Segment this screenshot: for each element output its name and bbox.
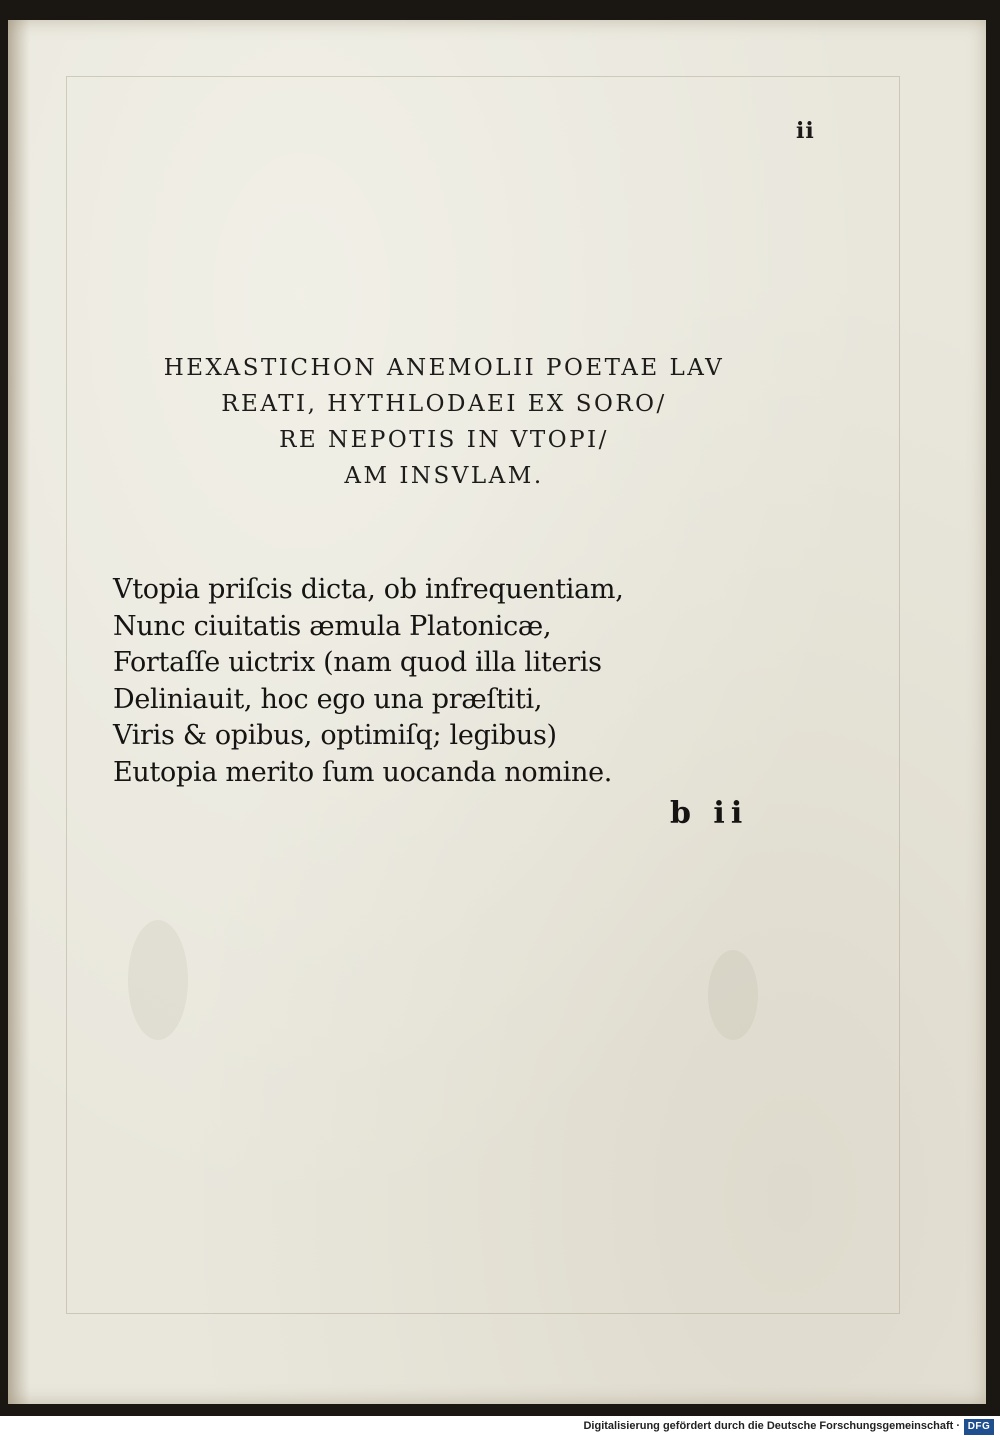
signature-mark: b ii [670, 796, 749, 831]
paper-stain [128, 920, 188, 1040]
poem-heading [104, 350, 784, 494]
heading-line: HEXASTICHON ANEMOLII POETAE LAV [163, 355, 725, 381]
folio-number: ii [796, 118, 815, 144]
heading-line: REATI, HYTHLODAEI EX SORO/ [221, 391, 667, 417]
heading-line: AM INSVLAM. [344, 463, 544, 489]
poem-line: Fortaſſe uictrix (nam quod illa literis [113, 647, 602, 678]
funding-credit: Digitalisierung gefördert durch die Deutsche Forschungsgemeinschaft · [583, 1420, 960, 1432]
dfg-logo[interactable]: DFG [964, 1419, 994, 1435]
paper-stain [708, 950, 758, 1040]
poem-body [113, 572, 733, 791]
heading-line: RE NEPOTIS IN VTOPI/ [279, 427, 609, 453]
book-page [8, 20, 986, 1404]
poem-line: Eutopia merito ſum uocanda nomine. [113, 756, 613, 788]
digitization-footer [0, 1416, 1000, 1440]
page-gutter-shadow [8, 20, 30, 1404]
poem-line: Viris & opibus, optimiſq; legibus) [113, 720, 557, 751]
poem-line: Deliniauit, hoc ego una præſtiti, [113, 683, 543, 715]
poem-line: Vtopia priſcis dicta, ob infrequentiam, [113, 574, 624, 605]
poem-line: Nunc ciuitatis æmula Platonicæ, [113, 610, 552, 642]
